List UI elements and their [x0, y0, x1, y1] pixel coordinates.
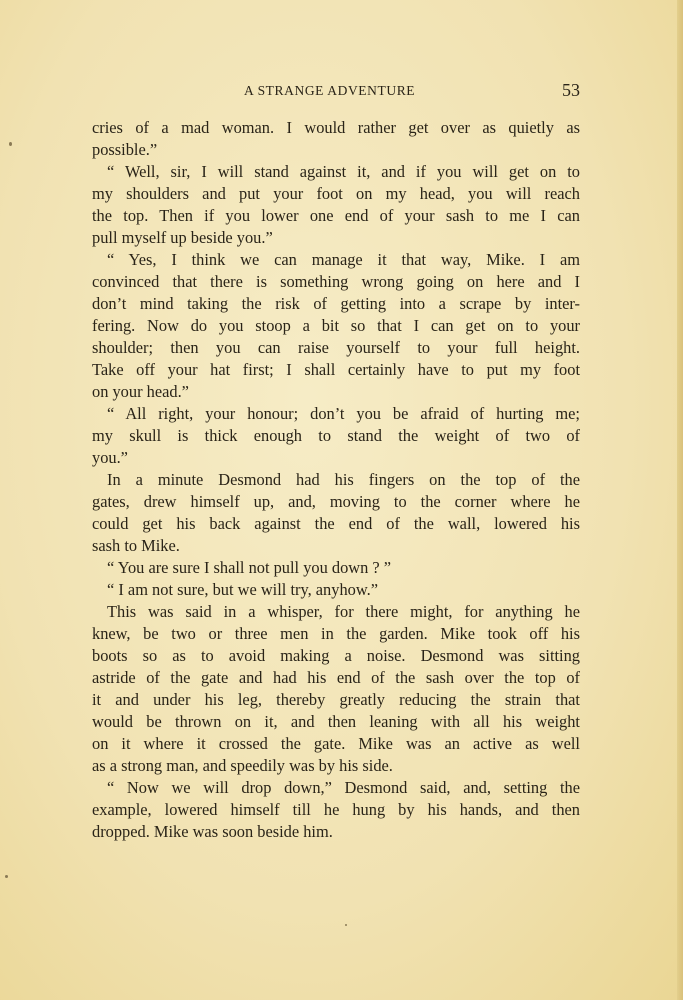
- text-line: sash to Mike.: [92, 536, 180, 555]
- text-line: convinced that there is something wrong going on here and I: [92, 272, 580, 291]
- text-line: astride of the gate and had his end of the sash over the top of: [92, 668, 580, 687]
- text-line: dropped. Mike was soon beside him.: [92, 822, 333, 841]
- text-line: knew, be two or three men in the garden. Mike took off his: [92, 624, 580, 643]
- text-line: would be thrown on it, and then leaning with all his weight: [92, 712, 580, 731]
- text-line: shoulder; then you can raise yourself to your full height.: [92, 338, 580, 357]
- text-line: “ Yes, I think we can manage it that way, Mike. I am: [107, 250, 580, 269]
- page-header: [92, 80, 580, 104]
- text-line: “ All right, your honour; don’t you be afraid of hurting me;: [107, 404, 580, 423]
- paper-speck: [9, 142, 12, 146]
- text-line: boots so as to avoid making a noise. Desmond was sitting: [92, 646, 580, 665]
- text-line: example, lowered himself till he hung by his hands, and then: [92, 800, 580, 819]
- text-line: my skull is thick enough to stand the weight of two of: [92, 426, 580, 445]
- text-line: the top. Then if you lower one end of your sash to me I can: [92, 206, 580, 225]
- text-line: on your head.”: [92, 382, 189, 401]
- text-line: “ Well, sir, I will stand against it, and if you will get on to: [107, 162, 580, 181]
- text-line: gates, drew himself up, and, moving to the corner where he: [92, 492, 580, 511]
- text-line: cries of a mad woman. I would rather get over as quietly as: [92, 118, 580, 137]
- text-line: my shoulders and put your foot on my head, you will reach: [92, 184, 580, 203]
- text-line: you.”: [92, 448, 128, 467]
- text-line: it and under his leg, thereby greatly reducing the strain that: [92, 690, 580, 709]
- page-body: [92, 117, 580, 843]
- running-head: A STRANGE ADVENTURE: [244, 83, 416, 98]
- text-line: could get his back against the end of the wall, lowered his: [92, 514, 580, 533]
- page-edge: [677, 0, 683, 1000]
- text-line: don’t mind taking the risk of getting into a scrape by inter-: [92, 294, 580, 313]
- paper-speck: [345, 924, 347, 926]
- text-line: as a strong man, and speedily was by his side.: [92, 756, 393, 775]
- text-line: Take off your hat first; I shall certainly have to put my foot: [92, 360, 580, 379]
- text-line: “ Now we will drop down,” Desmond said, and, setting the: [107, 778, 580, 797]
- text-line: “ I am not sure, but we will try, anyhow.”: [107, 580, 378, 599]
- page-number: 53: [562, 80, 580, 100]
- text-line: “ You are sure I shall not pull you down ? ”: [107, 558, 392, 577]
- text-line: on it where it crossed the gate. Mike was an active as well: [92, 734, 580, 753]
- text-line: pull myself up beside you.”: [92, 228, 273, 247]
- text-line: fering. Now do you stoop a bit so that I can get on to your: [92, 316, 580, 335]
- paper-speck: [5, 875, 8, 878]
- text-line: This was said in a whisper, for there might, for anything he: [107, 602, 580, 621]
- text-line: possible.”: [92, 140, 158, 159]
- text-line: In a minute Desmond had his fingers on the top of the: [107, 470, 580, 489]
